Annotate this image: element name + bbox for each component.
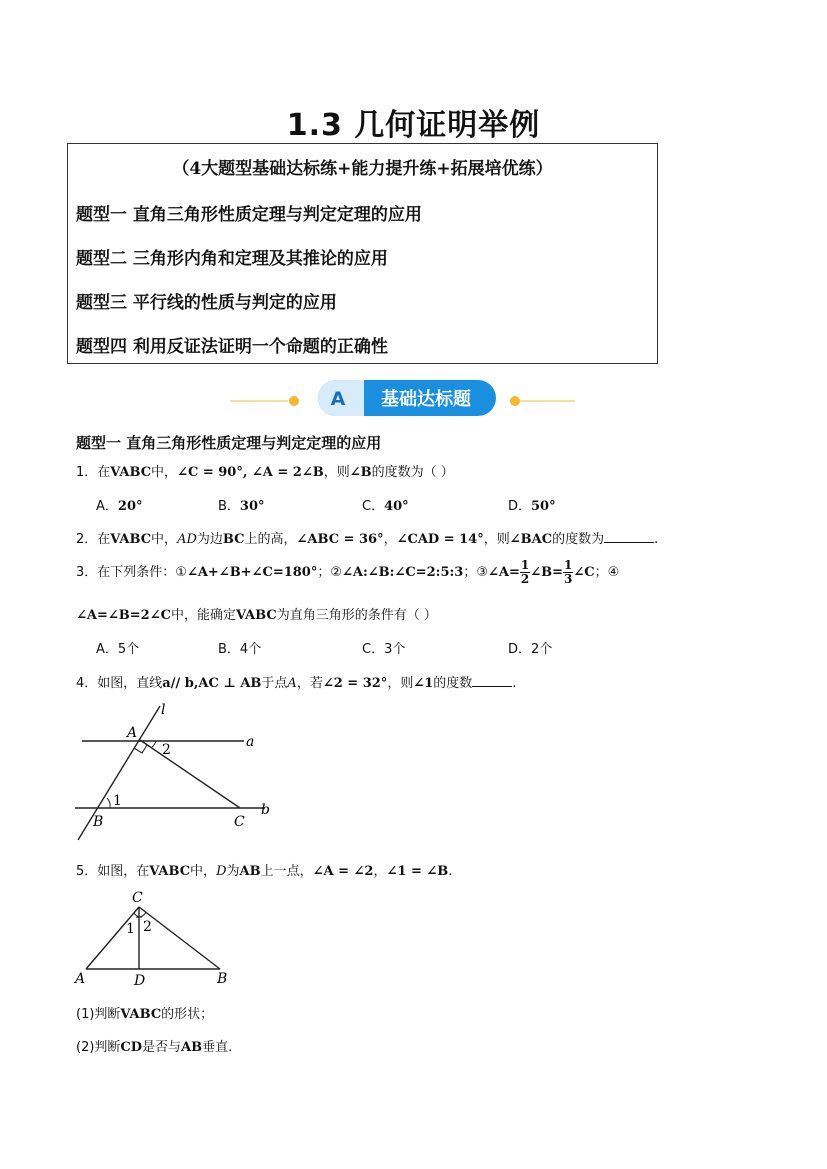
q2-t3-text: 为边: [196, 532, 223, 547]
q4-figure-labels-2-text: 2: [162, 742, 171, 758]
q5-figure-labels-1-text: 1: [126, 921, 135, 937]
q5-sub2-p-text: (2)判断: [76, 1040, 121, 1055]
q2-ad-text: AD: [177, 532, 197, 547]
q1-option-d[interactable]: [508, 495, 556, 514]
q5-sub2-ab-text: AB: [181, 1040, 203, 1055]
q1-options-0-value-text: 20°: [117, 499, 143, 514]
q1-c2-text: ∠B: [349, 465, 372, 480]
q3-f2n-text: 1: [564, 558, 573, 572]
q2-t8-text: .: [654, 532, 659, 547]
q2-num-text: 2．: [76, 532, 98, 547]
q5-t6-text: .: [448, 864, 453, 879]
q4-c1-text: a// b,AC ⊥ AB: [162, 676, 262, 691]
q3-c3a-text: ∠A=: [488, 565, 520, 580]
q4-figure: [70, 700, 290, 850]
q5-c1-text: ∠A = ∠2: [312, 864, 374, 879]
q1-option-a[interactable]: [96, 495, 143, 514]
q4-figure-labels-3-text: a: [246, 734, 255, 750]
q1-t2-text: 中，: [151, 465, 178, 480]
q3-t5-text: 中，能确定: [170, 608, 236, 623]
q3-t6-text: 为直角三角形的条件有（ ）: [276, 608, 437, 623]
fraction-third: [563, 559, 573, 586]
q3-options-2-value-text: 3个: [384, 642, 406, 657]
q3-t2-text: ；②: [317, 565, 343, 580]
overview-box: [67, 143, 658, 364]
q2-tri-text: VABC: [110, 532, 152, 547]
q1-tri-text: VABC: [110, 465, 152, 480]
q3-f1d-text: 2: [520, 572, 530, 586]
q3-c1-text: ∠A+∠B+∠C=180°: [186, 565, 318, 580]
q2-c3-text: ∠BAC: [509, 532, 553, 547]
q1-options-1-letter-text: B．: [218, 499, 240, 514]
q4-t1-text: 如图，直线: [97, 676, 163, 691]
q4-figure-labels-7-text: b: [261, 802, 270, 818]
q3-num-text: 3．: [76, 565, 98, 580]
q2-t5-text: ，: [383, 532, 397, 547]
q4-num-text: 4．: [76, 676, 98, 691]
q3-c4-text: ∠A=∠B=2∠C: [76, 608, 171, 623]
q4-t5-text: 的度数: [433, 676, 473, 691]
q5-figure-labels-0-text: C: [132, 890, 143, 906]
q1-num-text: 1．: [76, 465, 98, 480]
q1-options-2-value-text: 40°: [384, 499, 409, 514]
section-banner: [230, 378, 580, 420]
banner-dot-left: [289, 396, 299, 406]
q3-c3b-text: ∠B=: [530, 565, 564, 580]
q3-t3-text: ；③: [463, 565, 488, 580]
q3-f1n-text: 1: [520, 558, 530, 572]
q5-ab-text: AB: [239, 864, 261, 879]
q1-option-c[interactable]: [362, 495, 409, 514]
q3-options-1-letter-text: B．: [218, 642, 240, 657]
q5-pd-text: D: [216, 864, 227, 879]
q2-bc-text: BC: [222, 532, 245, 547]
q4-t4-text: ，则: [387, 676, 414, 691]
q4-figure-labels-6-text: C: [234, 814, 245, 830]
q2-t2-text: 中，: [151, 532, 178, 547]
q2-t4-text: 上的高，: [244, 532, 297, 547]
overview-type-1: 题型一 直角三角形性质定理与判定定理的应用: [76, 205, 422, 225]
page-title: 1.3 几何证明举例: [286, 108, 541, 143]
question-4: [76, 672, 516, 691]
q1-option-b[interactable]: [218, 495, 265, 514]
q5-figure-labels-5-text: B: [217, 971, 228, 987]
q5-figure-labels-3-text: A: [75, 971, 86, 987]
question-3: [76, 559, 619, 586]
q4-answer-blank[interactable]: [472, 674, 512, 687]
overview-type-2: 题型二 三角形内角和定理及其推论的应用: [76, 249, 388, 269]
q4-figure-labels-4-text: 1: [113, 793, 122, 809]
q3-tri-text: VABC: [235, 608, 277, 623]
overview-type-4: 题型四 利用反证法证明一个命题的正确性: [76, 337, 388, 357]
q2-answer-blank[interactable]: [604, 530, 654, 543]
q3-option-a[interactable]: [96, 638, 139, 657]
overview-subtitle: （4大题型基础达标练+能力提升练+拓展培优练）: [172, 159, 553, 179]
q3-options-3-value-text: 2个: [531, 642, 553, 657]
banner-dot-right: [510, 396, 520, 406]
banner-graphic: [230, 378, 580, 420]
q1-t3-text: ，则: [323, 465, 350, 480]
section-heading: 题型一 直角三角形性质定理与判定定理的应用: [76, 434, 382, 452]
q3-options-2-letter-text: C．: [362, 642, 385, 657]
q5-c2-text: ∠1 = ∠B: [386, 864, 449, 879]
q4-figure-labels-5-text: B: [93, 814, 104, 830]
banner-badge: A: [330, 388, 346, 410]
q5-sub1-s-text: 的形状；: [161, 1007, 214, 1022]
question-1: [76, 461, 454, 480]
q4-figure-labels-0-text: l: [161, 702, 166, 718]
overview-type-3: 题型三 平行线的性质与判定的应用: [76, 293, 337, 313]
q1-options-3-letter-text: D．: [508, 499, 532, 514]
q5-sub-2: [76, 1036, 232, 1055]
q5-t5-text: ，: [373, 864, 387, 879]
q5-sub-1: [76, 1003, 213, 1022]
q3-options-1-value-text: 4个: [239, 642, 262, 657]
q5-t4-text: 上一点，: [260, 864, 313, 879]
q2-c1-text: ∠ABC = 36°: [296, 532, 384, 547]
q4-pa-text: A: [287, 676, 297, 691]
q5-tri-text: VABC: [149, 864, 191, 879]
q3-option-c[interactable]: [362, 638, 405, 657]
q5-figure: [70, 885, 240, 990]
q3-c2-text: ∠A:∠B:∠C=2:5:3: [342, 565, 464, 580]
q3-options-3-letter-text: D．: [508, 642, 532, 657]
q1-options-1-value-text: 30°: [239, 499, 265, 514]
q1-options-3-value-text: 50°: [531, 499, 556, 514]
banner-label: 基础达标题: [381, 389, 471, 410]
q3-c3c-text: ∠C: [573, 565, 595, 580]
question-2: [76, 528, 658, 547]
question-3-cont: [76, 604, 437, 623]
q3-t4-text: ；④: [594, 565, 620, 580]
q5-t1-text: 如图，在: [97, 864, 150, 879]
q4-c2-text: ∠2 = 32°: [322, 676, 388, 691]
q5-sub2-m-text: 是否与: [142, 1040, 182, 1055]
q2-t7-text: 的度数为: [552, 532, 605, 547]
q1-t1-text: 在: [97, 465, 111, 480]
q1-options-2-letter-text: C．: [362, 499, 385, 514]
q3-options-0-letter-text: A．: [96, 642, 118, 657]
q2-t6-text: ，则: [483, 532, 510, 547]
q3-options-0-value-text: 5个: [117, 642, 140, 657]
q4-t6-text: .: [512, 676, 517, 691]
q4-figure-labels-1-text: A: [127, 725, 138, 741]
q3-option-b[interactable]: [218, 638, 261, 657]
q5-num-text: 5．: [76, 864, 98, 879]
q3-option-d[interactable]: [508, 638, 552, 657]
q5-sub2-cd-text: CD: [120, 1040, 143, 1055]
q5-sub1-tri-text: VABC: [120, 1007, 162, 1022]
fraction-half: [520, 559, 530, 586]
q2-t1-text: 在: [97, 532, 111, 547]
q1-c1-text: ∠C = 90°, ∠A = 2∠B: [177, 465, 324, 480]
q1-options-0-letter-text: A．: [96, 499, 118, 514]
q5-figure-labels-2-text: 2: [143, 919, 152, 935]
q4-c3-text: ∠1: [413, 676, 434, 691]
question-5: [76, 860, 452, 879]
q5-t2-text: 中，: [190, 864, 217, 879]
q5-sub2-s-text: 垂直.: [202, 1040, 233, 1055]
q5-sub1-p-text: (1)判断: [76, 1007, 121, 1022]
q1-t4-text: 的度数为（ ）: [371, 465, 454, 480]
q5-t3-text: 为: [226, 864, 240, 879]
q2-c2-text: ∠CAD = 14°: [396, 532, 484, 547]
q3-f2d-text: 3: [564, 572, 573, 586]
q4-t3-text: ，若: [296, 676, 323, 691]
q4-t2-text: 于点: [261, 676, 288, 691]
q3-t1-text: 在下列条件：①: [97, 565, 187, 580]
q5-figure-labels-4-text: D: [134, 973, 146, 989]
